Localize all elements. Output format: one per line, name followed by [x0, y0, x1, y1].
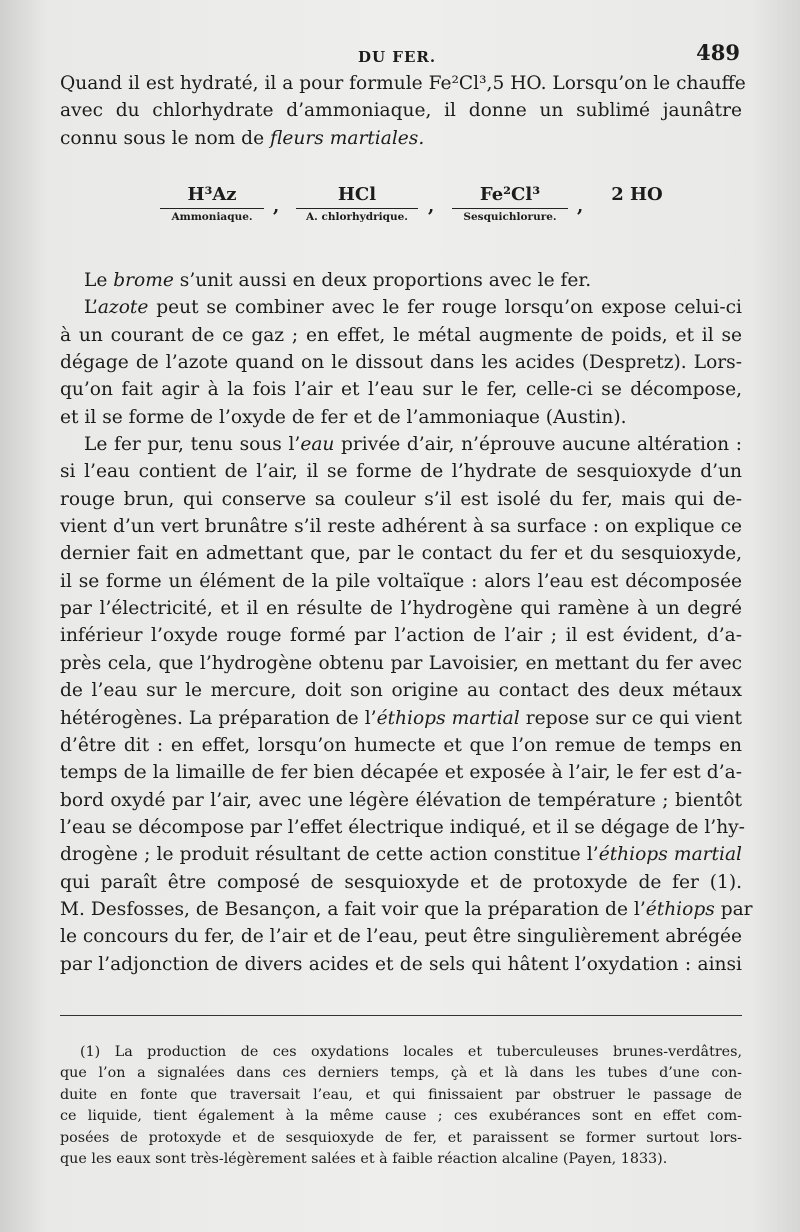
- footnote-line: (1) La production de ces oxydations locales et tuberculeuses brunes-verdâtres,: [80, 1044, 742, 1060]
- formula-label: Ammoniaque.: [160, 208, 264, 223]
- footnote-line: posées de protoxyde et de sesquioxyde de fer, et paraissent se former surtout lors-: [60, 1129, 742, 1146]
- text-line: Quand il est hydraté, il a pour formule Fe²Cl³,5 HO. Lorsqu’on le chauffe: [60, 73, 746, 94]
- text-run: drogène ; le produit résultant de cette action constitue l’: [60, 844, 599, 866]
- formula-label: Sesquichlorure.: [452, 208, 568, 223]
- text-line: inférieur l’oxyde rouge formé par l’action de l’air ; il est évident, d’a-: [60, 625, 742, 647]
- text-line: près cela, que l’hydrogène obtenu par Lavoisier, en mettant du fer avec: [60, 652, 742, 674]
- text-run: connu sous le nom de: [60, 127, 270, 149]
- text-line: si l’eau contient de l’air, il se forme de l’hydrate de sesquioxyde d’un: [60, 461, 742, 483]
- text-line: de l’eau sur le mercure, doit son origine au contact des deux métaux: [60, 680, 742, 702]
- formula-hydrochloric-acid: [296, 182, 418, 223]
- text-run: M. Desfosses, de Besançon, a fait voir que la préparation de l’: [60, 898, 646, 920]
- footnote-line: que les eaux sont très-légèrement salées et à faible réaction alcaline (Payen, 1833).: [60, 1150, 668, 1167]
- footnote-line: que l’on a signalées dans ces derniers temps, çà et là dans les tubes d’une con-: [60, 1065, 742, 1082]
- text-line: qu’on fait agir à la fois l’air et l’eau sur le fer, celle-ci se décompose,: [60, 379, 742, 401]
- text-run: s’unit aussi en deux proportions avec le fer.: [173, 270, 592, 291]
- paragraph-brome: [60, 267, 742, 294]
- formula-text: H³Az: [187, 184, 237, 205]
- page-header: [60, 40, 740, 70]
- footnote: [60, 1042, 742, 1170]
- separator: ,: [273, 196, 280, 217]
- formula-text: Fe²Cl³: [479, 184, 541, 205]
- text-line: qui paraît être composé de sesquioxyde et de protoxyde de fer (1).: [60, 871, 742, 893]
- text-line: par l’électricité, et il en résulte de l’hydrogène qui ramène à un degré: [60, 598, 742, 620]
- formula-ammonia: [160, 182, 264, 223]
- text-line: dégage de l’azote quand on le dissout dans les acides (Despretz). Lors-: [60, 352, 742, 374]
- text-line: vient d’un vert brunâtre s’il reste adhérent à sa surface : on explique ce: [60, 516, 742, 538]
- text-line: temps de la limaille de fer bien décapée et exposée à l’air, le fer est d’a-: [60, 762, 742, 784]
- separator: ,: [577, 196, 584, 217]
- text-run: par: [714, 898, 753, 920]
- text-line: par l’adjonction de divers acides et de sels qui hâtent l’oxydation : ainsi: [60, 953, 742, 975]
- formula-text: 2 HO: [611, 184, 663, 205]
- text-line: [60, 125, 742, 152]
- emphasis: fleurs martiales.: [270, 127, 425, 149]
- running-title: DU FER.: [358, 48, 437, 66]
- formula-water: [592, 182, 682, 208]
- formula-text: HCl: [337, 184, 377, 205]
- intro-text: [60, 70, 746, 152]
- reaction-equation: [60, 182, 742, 238]
- emphasis: azote: [97, 297, 149, 319]
- text-line: rouge brun, qui conserve sa couleur s’il est isolé du fer, mais qui de-: [60, 488, 742, 510]
- emphasis: eau: [300, 434, 335, 456]
- main-text: [60, 267, 753, 978]
- text-run: Le fer pur, tenu sous l’: [84, 434, 301, 456]
- text-line: dernier fait en admettant que, par le contact du fer et du sesquioxyde,: [60, 543, 742, 565]
- text-line: [60, 294, 742, 321]
- text-line: le concours du fer, de l’air et de l’eau, peut être singulièrement abrégée: [60, 926, 742, 948]
- text-run: repose sur ce qui vient: [519, 707, 742, 729]
- emphasis: éthiops martial: [598, 844, 742, 866]
- emphasis: éthiops martial: [376, 707, 520, 729]
- formula-label: A. chlorhydrique.: [296, 208, 418, 223]
- footnote-divider: [60, 1015, 742, 1016]
- text-line: à un courant de ce gaz ; en effet, le métal augmente de poids, et il se: [60, 324, 742, 346]
- text-run: Le: [84, 270, 114, 291]
- separator: ,: [428, 196, 435, 217]
- text-line: il se forme un élément de la pile voltaïque : alors l’eau est décomposée: [60, 570, 742, 592]
- text-line: l’eau se décompose par l’effet électrique indiqué, et il se dégage de l’hy-: [60, 816, 745, 838]
- text-line: [60, 896, 753, 923]
- text-run: privée d’air, n’éprouve aucune altération :: [334, 434, 742, 456]
- text-line: et il se forme de l’oxyde de fer et de l’ammoniaque (Austin).: [60, 406, 627, 428]
- text-line: [60, 705, 742, 732]
- footnote-line: duite en fonte que traversait l’eau, et qui finissaient par obstruer le passage de: [60, 1086, 742, 1103]
- text-line: [60, 431, 742, 458]
- text-line: bord oxydé par l’air, avec une légère élévation de température ; bientôt: [60, 789, 742, 811]
- page-number: 489: [696, 40, 740, 65]
- emphasis: brome: [113, 270, 174, 291]
- footnote-line: ce liquide, tient également à la même cause ; ces exubérances sont en effet com-: [60, 1108, 742, 1125]
- formula-sesquichloride: [452, 182, 568, 223]
- emphasis: éthiops: [645, 898, 715, 920]
- text-run: L’: [84, 297, 98, 319]
- text-line: d’être dit : en effet, lorsqu’on humecte et que l’on remue de temps en: [60, 734, 742, 756]
- text-run: hétérogènes. La préparation de l’: [60, 707, 377, 729]
- text-run: peut se combiner avec le fer rouge lorsqu’on expose celui-ci: [148, 297, 742, 319]
- text-line: [60, 841, 742, 868]
- text-line: avec du chlorhydrate d’ammoniaque, il donne un sublimé jaunâtre: [60, 100, 742, 122]
